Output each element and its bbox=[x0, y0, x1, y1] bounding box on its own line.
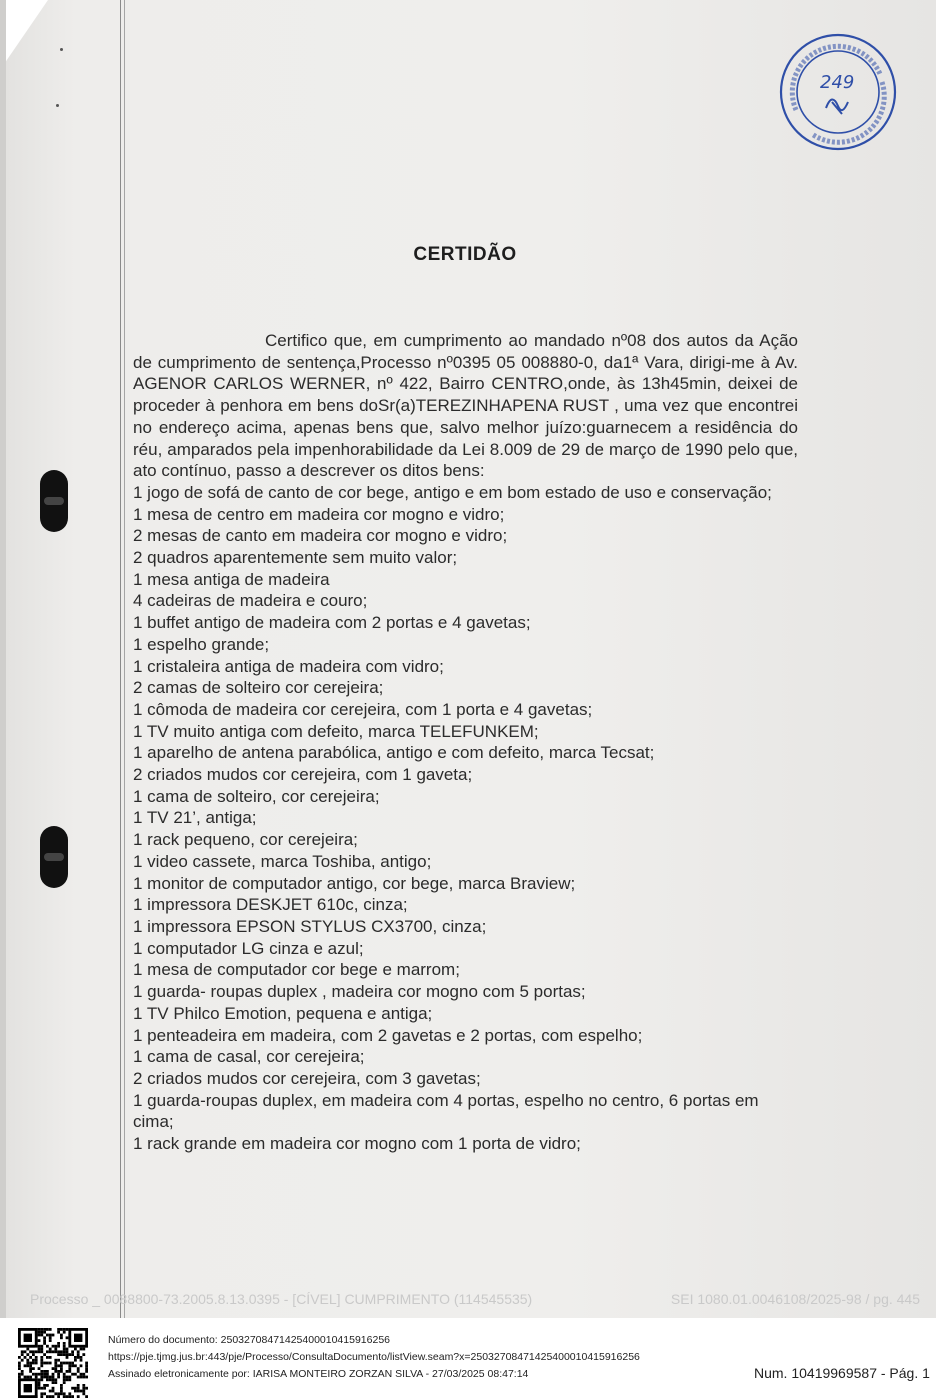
list-item: 1 mesa de centro em madeira cor mogno e vidro; bbox=[133, 504, 505, 524]
list-item: 1 impressora EPSON STYLUS CX3700, cinza; bbox=[133, 916, 487, 936]
list-item: 2 criados mudos cor cerejeira, com 3 gavetas; bbox=[133, 1068, 481, 1088]
footer-text bbox=[108, 1332, 640, 1383]
list-item: 1 rack pequeno, cor cerejeira; bbox=[133, 830, 358, 850]
list-item: 1 mesa antiga de madeira bbox=[133, 569, 330, 589]
folded-corner bbox=[0, 0, 48, 70]
list-item: 2 mesas de canto em madeira cor mogno e vidro; bbox=[133, 526, 508, 546]
list-item: 1 guarda-roupas duplex, em madeira com 4 portas, espelho no centro, 6 portas em cima; bbox=[133, 1090, 759, 1132]
list-item: 1 TV 21’, antiga; bbox=[133, 808, 257, 828]
list-item: 2 quadros aparentemente sem muito valor; bbox=[133, 548, 458, 568]
binder-hole bbox=[40, 826, 68, 888]
list-item: 1 buffet antigo de madeira com 2 portas e 4 gavetas; bbox=[133, 613, 531, 633]
watermark-process: Processo _ 0088800-73.2005.8.13.0395 - [CÍVEL] CUMPRIMENTO (114545535) bbox=[30, 1291, 533, 1307]
seal-stamp bbox=[776, 30, 900, 154]
qr-code[interactable] bbox=[18, 1328, 88, 1398]
page-number: Num. 10419969587 - Pág. 1 bbox=[754, 1365, 930, 1381]
list-item: 2 camas de solteiro cor cerejeira; bbox=[133, 678, 384, 698]
stamp-number: 249 bbox=[820, 72, 855, 93]
document-body bbox=[133, 330, 798, 1155]
goods-list bbox=[133, 482, 798, 1155]
process-watermark bbox=[30, 1291, 920, 1307]
margin-line bbox=[124, 0, 125, 1318]
list-item: 1 TV muito antiga com defeito, marca TELEFUNKEM; bbox=[133, 721, 539, 741]
speck bbox=[56, 104, 59, 107]
list-item: 1 computador LG cinza e azul; bbox=[133, 938, 364, 958]
list-item: 1 espelho grande; bbox=[133, 634, 270, 654]
list-item: 1 aparelho de antena parabólica, antigo e com defeito, marca Tecsat; bbox=[133, 743, 655, 763]
document-number: Número do documento: 25032708471425400010415916256 bbox=[108, 1334, 390, 1346]
list-item: 1 guarda- roupas duplex , madeira cor mogno com 5 portas; bbox=[133, 982, 586, 1002]
watermark-sei: SEI 1080.01.0046108/2025-98 / pg. 445 bbox=[670, 1291, 920, 1307]
list-item: 1 impressora DESKJET 610c, cinza; bbox=[133, 895, 408, 915]
binder-hole bbox=[40, 470, 68, 532]
electronic-signature: Assinado eletronicamente por: IARISA MONTEIRO ZORZAN SILVA - 27/03/2025 08:47:14 bbox=[108, 1368, 529, 1380]
list-item: 1 jogo de sofá de canto de cor bege, antigo e em bom estado de uso e conservação; bbox=[133, 482, 772, 502]
speck bbox=[60, 48, 63, 51]
list-item: 2 criados mudos cor cerejeira, com 1 gaveta; bbox=[133, 765, 473, 785]
list-item: 4 cadeiras de madeira e couro; bbox=[133, 591, 368, 611]
list-item: 1 TV Philco Emotion, pequena e antiga; bbox=[133, 1003, 433, 1023]
document-url[interactable]: https://pje.tjmg.jus.br:443/pje/Processo/ConsultaDocumento/listView.seam?x=25032708471425400010415916256 bbox=[108, 1351, 640, 1363]
list-item: 1 cama de solteiro, cor cerejeira; bbox=[133, 786, 380, 806]
page-edge bbox=[0, 0, 6, 1318]
list-item: 1 rack grande em madeira cor mogno com 1 porta de vidro; bbox=[133, 1134, 581, 1154]
list-item: 1 cama de casal, cor cerejeira; bbox=[133, 1047, 365, 1067]
list-item: 1 mesa de computador cor bege e marrom; bbox=[133, 960, 460, 980]
list-item: 1 video cassete, marca Toshiba, antigo; bbox=[133, 851, 432, 871]
signature-footer bbox=[0, 1318, 936, 1400]
certification-paragraph: Certifico que, em cumprimento ao mandado nº08 dos autos da Ação de cumprimento de sentença,Processo nº0395 05 008880-0, da1ª Vara, dirigi-me à Av. AGENOR CARLOS WERNER, nº 422, Bairro CENTRO,onde, às 13h45min, deixei de proceder à penhora em bens doSr(a)TEREZINHAPENA RUST , uma vez que encontrei no endereço acima, apenas bens que, salvo melhor juízo:guarnecem a residência do réu, amparados pela impenhorabilidade da Lei 8.009 de 29 de março de 1990 pelo que, ato contínuo, passo a descrever os ditos bens: bbox=[133, 331, 798, 481]
list-item: 1 penteadeira em madeira, com 2 gavetas e 2 portas, com espelho; bbox=[133, 1025, 643, 1045]
margin-line bbox=[120, 0, 121, 1318]
list-item: 1 cristaleira antiga de madeira com vidro; bbox=[133, 656, 444, 676]
list-item: 1 monitor de computador antigo, cor bege, marca Braview; bbox=[133, 873, 576, 893]
document-title: CERTIDÃO bbox=[413, 244, 517, 265]
list-item: 1 cômoda de madeira cor cerejeira, com 1 porta e 4 gavetas; bbox=[133, 699, 593, 719]
